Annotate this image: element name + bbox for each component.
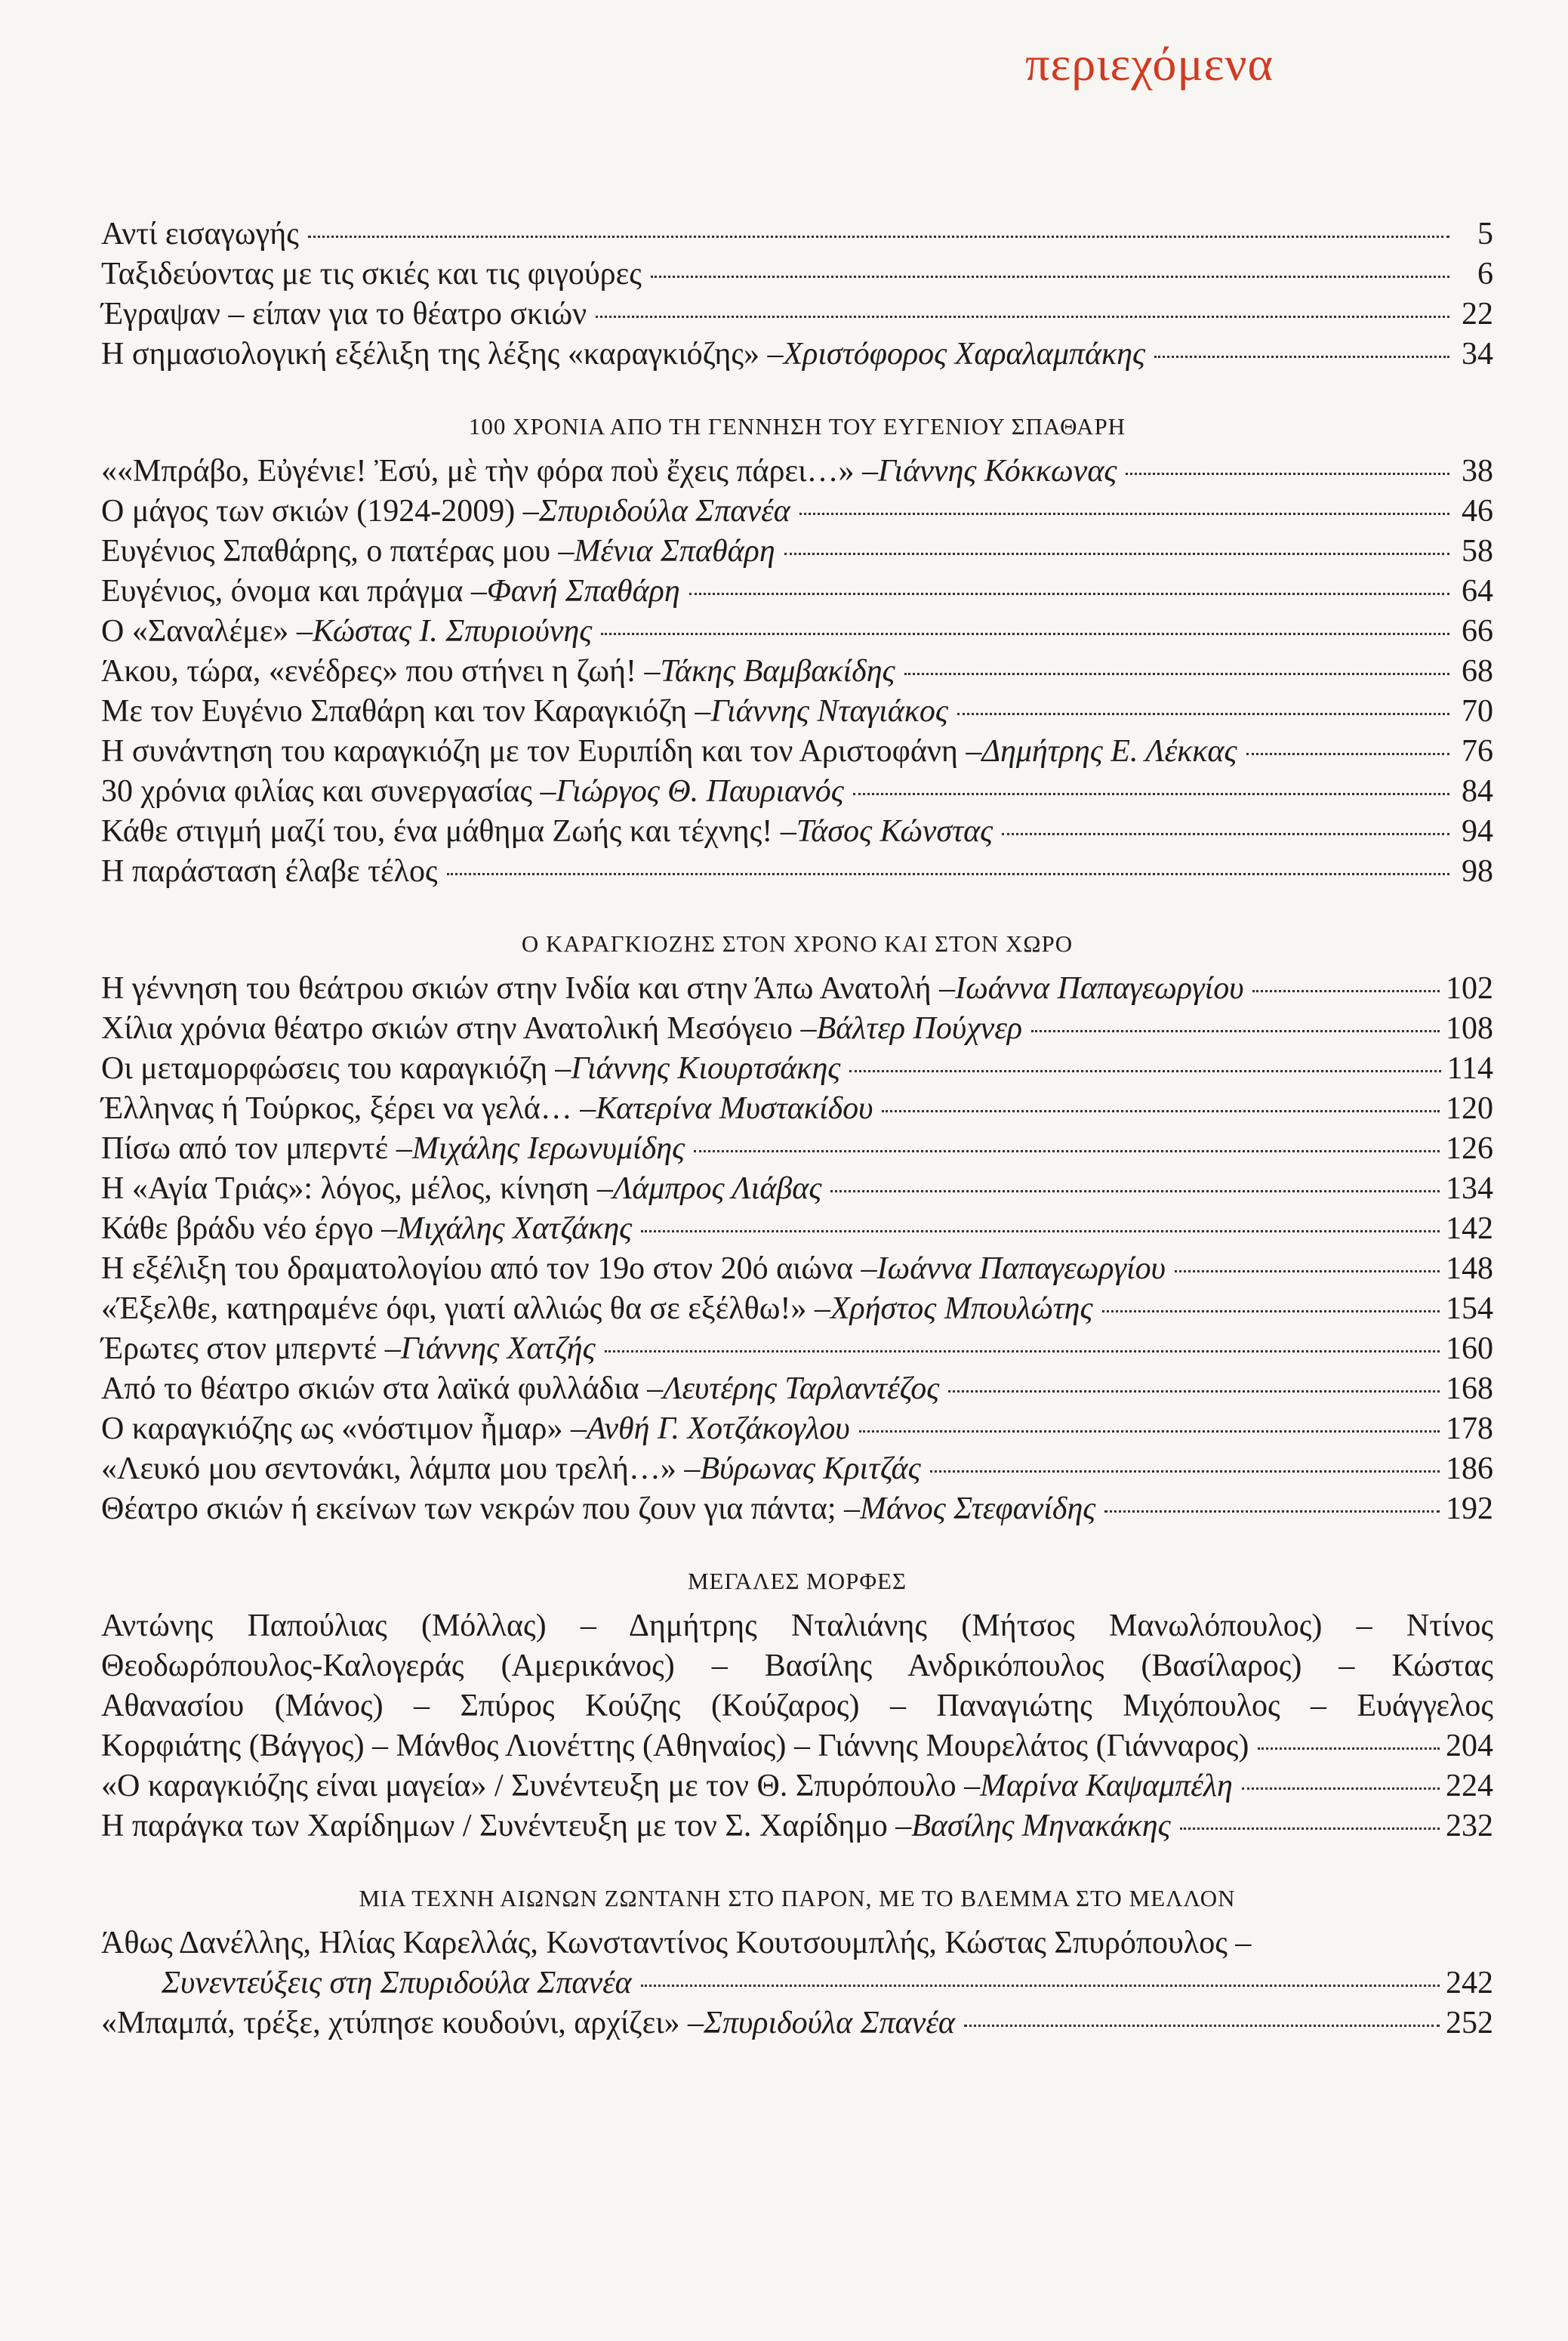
page-number: 102 bbox=[1446, 971, 1493, 1006]
toc-entry[interactable] bbox=[101, 532, 1493, 572]
leader-dots bbox=[605, 1350, 1440, 1352]
entry-author: Γιώργος Θ. Παυριανός bbox=[556, 774, 844, 809]
entry-title: Πίσω από τον μπερντέ – bbox=[101, 1131, 412, 1166]
leader-dots bbox=[904, 673, 1449, 675]
toc-entry[interactable] bbox=[101, 1329, 1493, 1369]
entry-author: Χριστόφορος Χαραλαμπάκης bbox=[783, 337, 1146, 372]
entry-title: Η παράγκα των Χαρίδημων / Συνέντευξη με τον Σ. Χαρίδημο – bbox=[101, 1809, 912, 1843]
page-number: 160 bbox=[1446, 1331, 1493, 1366]
morfes-entries bbox=[101, 1766, 1493, 1846]
page-number: 168 bbox=[1446, 1371, 1493, 1406]
sections bbox=[101, 408, 1493, 1529]
page-number: 76 bbox=[1462, 734, 1493, 769]
page-number: 94 bbox=[1462, 814, 1493, 849]
page-number: 108 bbox=[1446, 1011, 1493, 1046]
leader-dots bbox=[1154, 356, 1449, 358]
entry-title: Ο καραγκιόζης ως «νόστιμον ἦμαρ» – bbox=[101, 1411, 587, 1446]
toc-entry[interactable] bbox=[101, 1766, 1493, 1806]
section-heading: ΜΙΑ ΤΕΧΝΗ ΑΙΩΝΩΝ ΖΩΝΤΑΝΗ ΣΤΟ ΠΑΡΟΝ, ΜΕ ΤΟ ΒΛΕΜΜΑ ΣΤΟ ΜΕΛΛΟΝ bbox=[359, 1885, 1236, 1911]
entry-title: Κορφιάτης (Βάγγος) – Μάνθος Λιονέττης (Αθηναίος) – Γιάννης Μουρελάτος (Γιάνναρος) bbox=[101, 1729, 1249, 1763]
section-heading: Ο ΚΑΡΑΓΚΙΟΖΗΣ ΣΤΟΝ ΧΡΟΝΟ ΚΑΙ ΣΤΟΝ ΧΩΡΟ bbox=[521, 930, 1074, 957]
entry-author: Μιχάλης Ιερωνυμίδης bbox=[411, 1131, 685, 1166]
page-number: 22 bbox=[1462, 297, 1493, 332]
techni-entries bbox=[101, 2003, 1493, 2043]
entry-title: Αντί εισαγωγής bbox=[101, 217, 299, 251]
entry-author: Λευτέρης Ταρλαντέζος bbox=[663, 1371, 940, 1406]
entry-author: Σπυριδούλα Σπανέα bbox=[538, 494, 790, 529]
page-number: 178 bbox=[1446, 1411, 1493, 1446]
leader-dots bbox=[596, 316, 1449, 318]
page-number: 70 bbox=[1462, 694, 1493, 729]
page-number: 224 bbox=[1446, 1769, 1493, 1803]
entry-title: Η εξέλιξη του δραματολογίου από τον 19ο στον 20ό αιώνα – bbox=[101, 1251, 877, 1286]
toc-entry[interactable] bbox=[101, 572, 1493, 612]
toc-entry[interactable] bbox=[101, 1129, 1493, 1169]
entry-author: Μάνος Στεφανίδης bbox=[860, 1491, 1096, 1526]
entry-author: Τάκης Βαμβακίδης bbox=[660, 654, 895, 689]
morfes-multiline-entry[interactable] bbox=[101, 1606, 1493, 1766]
page-number: 114 bbox=[1446, 1051, 1493, 1086]
page-number: 252 bbox=[1446, 2006, 1493, 2040]
morfes-line: Αντώνης Παπούλιας (Μόλλας) – Δημήτρης Νταλιάνης (Μήτσος Μανωλόπουλος) – Ντίνος bbox=[101, 1608, 1493, 1643]
leader-dots bbox=[1104, 1510, 1440, 1513]
toc-entry[interactable] bbox=[101, 612, 1493, 652]
entry-author: Φανή Σπαθάρη bbox=[486, 574, 680, 609]
entry-author: Μιχάλης Χατζάκης bbox=[397, 1211, 633, 1246]
page-title: περιεχόμενα bbox=[1025, 37, 1274, 91]
page-number: 84 bbox=[1462, 774, 1493, 809]
toc-entry[interactable] bbox=[101, 214, 1493, 254]
entry-title: Η «Αγία Τριάς»: λόγος, μέλος, κίνηση – bbox=[101, 1171, 613, 1206]
entry-author: Γιάννης Κόκκωνας bbox=[877, 454, 1117, 489]
toc-entry[interactable] bbox=[101, 1489, 1493, 1529]
leader-dots bbox=[882, 1110, 1440, 1112]
morfes-line bbox=[101, 1726, 1493, 1766]
leader-dots bbox=[689, 593, 1449, 595]
page-number: 204 bbox=[1446, 1729, 1493, 1763]
techni-line: Άθως Δανέλλης, Ηλίας Καρελλάς, Κωνσταντίνος Κουτσουμπλής, Κώστας Σπυρόπουλος – bbox=[101, 1926, 1252, 1960]
entry-author: Ιωάννα Παπαγεωργίου bbox=[955, 971, 1244, 1006]
page-number: 186 bbox=[1446, 1451, 1493, 1486]
leader-dots bbox=[948, 1390, 1440, 1393]
entry-author: Γιάννης Νταγιάκος bbox=[710, 694, 948, 729]
page-number: 120 bbox=[1446, 1091, 1493, 1126]
toc-entry[interactable] bbox=[101, 1369, 1493, 1409]
page-number: 66 bbox=[1462, 614, 1493, 649]
section-heading: 100 ΧΡΟΝΙΑ ΑΠΟ ΤΗ ΓΕΝΝΗΣΗ ΤΟΥ ΕΥΓΕΝΙΟΥ ΣΠΑΘΑΡΗ bbox=[468, 413, 1126, 440]
entry-title: 30 χρόνια φιλίας και συνεργασίας – bbox=[101, 774, 556, 809]
toc-entry[interactable] bbox=[101, 1089, 1493, 1129]
toc-entry[interactable] bbox=[101, 1249, 1493, 1289]
toc-entry[interactable] bbox=[101, 1169, 1493, 1209]
page-number: 242 bbox=[1446, 1966, 1493, 2000]
leader-dots bbox=[1002, 833, 1449, 835]
toc-entry[interactable] bbox=[101, 335, 1493, 375]
page-number: 46 bbox=[1462, 494, 1493, 529]
entry-title: «Λευκό μου σεντονάκι, λάμπα μου τρελή…» – bbox=[101, 1451, 701, 1486]
toc-entry[interactable] bbox=[101, 692, 1493, 732]
toc-entry[interactable] bbox=[101, 452, 1493, 492]
page-number: 98 bbox=[1462, 854, 1493, 889]
toc-entry[interactable] bbox=[101, 254, 1493, 295]
entry-title: Η παράσταση έλαβε τέλος bbox=[101, 854, 438, 889]
entry-title: Κάθε στιγμή μαζί του, ένα μάθημα Ζωής και τέχνης! – bbox=[101, 814, 796, 849]
leader-dots bbox=[830, 1190, 1440, 1192]
toc-entry[interactable] bbox=[101, 732, 1493, 772]
entry-author: Βασίλης Μηνακάκης bbox=[911, 1809, 1171, 1843]
page-number: 154 bbox=[1446, 1291, 1493, 1326]
techni-multiline-entry[interactable] bbox=[101, 1923, 1493, 2003]
entry-title: Έγραψαν – είπαν για το θέατρο σκιών bbox=[101, 297, 587, 332]
leader-dots bbox=[784, 553, 1449, 555]
leader-dots bbox=[1242, 1787, 1440, 1790]
entry-author: Μένια Σπαθάρη bbox=[574, 534, 775, 569]
leader-dots bbox=[1180, 1827, 1440, 1830]
toc-entry[interactable] bbox=[101, 812, 1493, 852]
leader-dots bbox=[1102, 1310, 1440, 1312]
leader-dots bbox=[601, 633, 1449, 635]
entry-author: Βύρωνας Κριτζάς bbox=[700, 1451, 921, 1486]
leader-dots bbox=[641, 1230, 1440, 1232]
section-heading: ΜΕΓΑΛΕΣ ΜΟΡΦΕΣ bbox=[687, 1568, 907, 1594]
toc-entry[interactable] bbox=[101, 2003, 1493, 2043]
page-number: 5 bbox=[1477, 217, 1493, 251]
entry-author: Ιωάννα Παπαγεωργίου bbox=[876, 1251, 1166, 1286]
entry-title: «Ο καραγκιόζης είναι μαγεία» / Συνέντευξη με τον Θ. Σπυρόπουλο – bbox=[101, 1769, 981, 1803]
entry-title: Η σημασιολογική εξέλιξη της λέξης «καραγκιόζης» – bbox=[101, 337, 784, 372]
entry-title: Κάθε βράδυ νέο έργο – bbox=[101, 1211, 398, 1246]
page-number: 68 bbox=[1462, 654, 1493, 689]
toc-entry[interactable] bbox=[101, 1209, 1493, 1249]
entry-title: Ταξιδεύοντας με τις σκιές και τις φιγούρες bbox=[101, 257, 642, 291]
entry-author: Ανθή Γ. Χοτζάκογλου bbox=[587, 1411, 850, 1446]
toc-entry[interactable] bbox=[101, 1289, 1493, 1329]
page-number: 148 bbox=[1446, 1251, 1493, 1286]
entry-title: «Μπαμπά, τρέξε, χτύπησε κουδούνι, αρχίζει» – bbox=[101, 2006, 704, 2040]
leader-dots bbox=[651, 276, 1449, 278]
leader-dots bbox=[308, 236, 1449, 238]
intro-entries bbox=[101, 214, 1493, 375]
entry-title: Άκου, τώρα, «ενέδρες» που στήνει η ζωή! – bbox=[101, 654, 661, 689]
leader-dots bbox=[1246, 753, 1449, 755]
toc-entry[interactable] bbox=[101, 295, 1493, 335]
page-number: 58 bbox=[1462, 534, 1493, 569]
entry-title: Ευγένιος Σπαθάρης, ο πατέρας μου – bbox=[101, 534, 575, 569]
table-of-contents bbox=[101, 214, 1493, 2043]
entry-title: Ο μάγος των σκιών (1924-2009) – bbox=[101, 494, 539, 529]
entry-title: Οι μεταμορφώσεις του καραγκιόζη – bbox=[101, 1051, 571, 1086]
leader-dots bbox=[1031, 1030, 1440, 1032]
toc-entry[interactable] bbox=[101, 1806, 1493, 1846]
toc-entry[interactable] bbox=[101, 1409, 1493, 1449]
page-number: 38 bbox=[1462, 454, 1493, 489]
leader-dots bbox=[930, 1470, 1440, 1473]
entry-title: Θέατρο σκιών ή εκείνων των νεκρών που ζουν για πάντα; – bbox=[101, 1491, 861, 1526]
entry-author: Γιάννης Χατζής bbox=[400, 1331, 596, 1366]
toc-entry[interactable] bbox=[101, 492, 1493, 532]
page-number: 64 bbox=[1462, 574, 1493, 609]
toc-entry[interactable] bbox=[101, 969, 1493, 1009]
toc-entry[interactable] bbox=[101, 1009, 1493, 1049]
entry-author: Κατερίνα Μυστακίδου bbox=[596, 1091, 873, 1126]
entry-author: Λάμπρος Λιάβας bbox=[612, 1171, 822, 1206]
leader-dots bbox=[447, 873, 1449, 875]
leader-dots bbox=[1175, 1270, 1440, 1272]
entry-title: Έλληνας ή Τούρκος, ξέρει να γελά… – bbox=[101, 1091, 596, 1126]
toc-entry[interactable] bbox=[101, 1049, 1493, 1089]
toc-entry[interactable] bbox=[101, 1449, 1493, 1489]
leader-dots bbox=[1126, 473, 1449, 475]
entry-title: Ο «Σαναλέμε» – bbox=[101, 614, 313, 649]
entry-author: Μαρίνα Καψαμπέλη bbox=[980, 1769, 1233, 1803]
leader-dots bbox=[694, 1150, 1440, 1152]
page-number: 142 bbox=[1446, 1211, 1493, 1246]
leader-dots bbox=[1252, 990, 1440, 992]
page-number: 232 bbox=[1446, 1809, 1493, 1843]
leader-dots bbox=[859, 1430, 1440, 1433]
entry-title: Η γέννηση του θεάτρου σκιών στην Ινδία και στην Άπω Ανατολή – bbox=[101, 971, 956, 1006]
leader-dots bbox=[641, 1985, 1440, 1987]
entry-title: Ευγένιος, όνομα και πράγμα – bbox=[101, 574, 487, 609]
entry-title: Χίλια χρόνια θέατρο σκιών στην Ανατολική Μεσόγειο – bbox=[101, 1011, 817, 1046]
leader-dots bbox=[1258, 1747, 1440, 1750]
entry-author: Γιάννης Κιουρτσάκης bbox=[571, 1051, 841, 1086]
toc-entry[interactable] bbox=[101, 652, 1493, 692]
techni-line bbox=[101, 1963, 1493, 2003]
toc-entry[interactable] bbox=[101, 772, 1493, 812]
leader-dots bbox=[849, 1070, 1440, 1072]
page-number: 6 bbox=[1477, 257, 1493, 291]
leader-dots bbox=[853, 793, 1449, 795]
page-number: 126 bbox=[1446, 1131, 1493, 1166]
entry-author: Σπυριδούλα Σπανέα bbox=[704, 2006, 955, 2040]
toc-entry[interactable] bbox=[101, 852, 1493, 892]
page-number: 134 bbox=[1446, 1171, 1493, 1206]
leader-dots bbox=[964, 2025, 1440, 2027]
morfes-line: Θεοδωρόπουλος-Καλογεράς (Αμερικάνος) – Βασίλης Ανδρικόπουλος (Βασίλαρος) – Κώστας bbox=[101, 1649, 1493, 1683]
leader-dots bbox=[957, 713, 1449, 715]
entry-author: Κώστας Ι. Σπυριούνης bbox=[312, 614, 593, 649]
entry-title: Από το θέατρο σκιών στα λαϊκά φυλλάδια – bbox=[101, 1371, 664, 1406]
entry-title: Η συνάντηση του καραγκιόζη με τον Ευριπίδη και τον Αριστοφάνη – bbox=[101, 734, 982, 769]
entry-title: Έρωτες στον μπερντέ – bbox=[101, 1331, 401, 1366]
entry-author: Δημήτρης Ε. Λέκκας bbox=[981, 734, 1237, 769]
morfes-line: Αθανασίου (Μάνος) – Σπύρος Κούζης (Κούζαρος) – Παναγιώτης Μιχόπουλος – Ευάγγελος bbox=[101, 1689, 1493, 1723]
entry-title: «Έξελθε, κατηραμένε όφι, γιατί αλλιώς θα σε εξέλθω!» – bbox=[101, 1291, 830, 1326]
leader-dots bbox=[799, 513, 1449, 515]
entry-title: ««Μπράβο, Εὐγένιε! Ἐσύ, μὲ τὴν φόρα ποὺ ἔχεις πάρει…» – bbox=[101, 454, 878, 489]
entry-author: Χρήστος Μπουλώτης bbox=[830, 1291, 1093, 1326]
entry-title: Με τον Ευγένιο Σπαθάρη και τον Καραγκιόζη – bbox=[101, 694, 711, 729]
entry-author: Τάσος Κώνστας bbox=[796, 814, 993, 849]
page-number: 34 bbox=[1462, 337, 1493, 372]
entry-author: Βάλτερ Πούχνερ bbox=[816, 1011, 1023, 1046]
page-number: 192 bbox=[1446, 1491, 1493, 1526]
entry-author: Συνεντεύξεις στη Σπυριδούλα Σπανέα bbox=[162, 1966, 632, 2000]
